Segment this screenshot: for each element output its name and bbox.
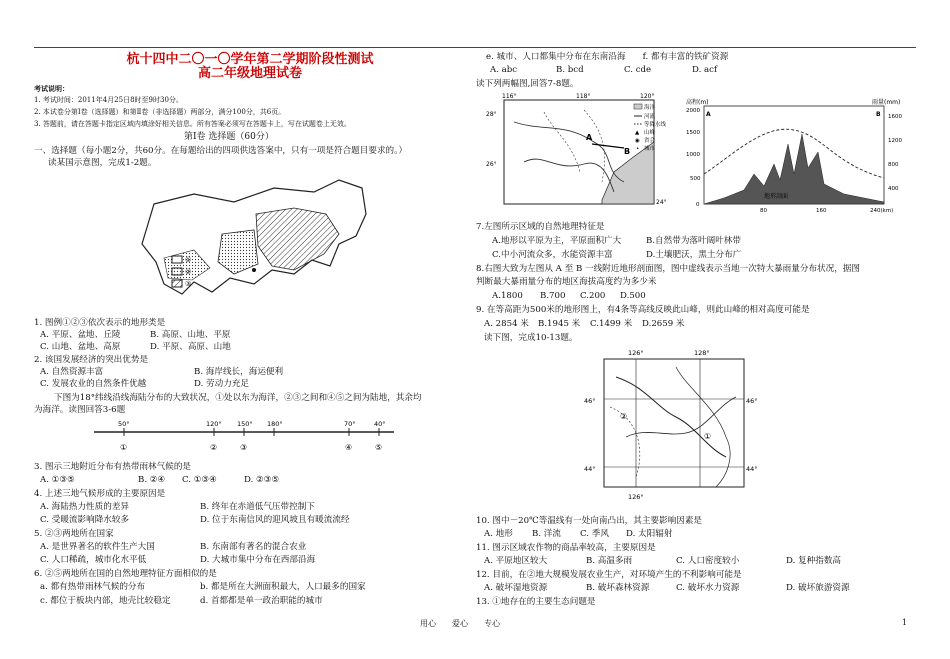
option: C. 季风 [580, 529, 609, 539]
tick-label: 150° [237, 420, 253, 428]
option: B. 高原、山地、平原 [150, 330, 231, 340]
question-stem: 4. 上述三地气候形成的主要原因是 [34, 489, 166, 499]
option: A. abc [490, 65, 518, 75]
map-label: 46° [746, 397, 758, 405]
tick-label: 120° [206, 420, 222, 428]
option: C.中小河流众多，水能资源丰富 [492, 250, 613, 260]
option: D.土壤肥沃，黑土分布广 [646, 250, 742, 260]
legend-label: ② [185, 268, 192, 276]
option: A. 海陆热力性质的差异 [40, 502, 130, 512]
option: A.地形以平原为主，平原面积广大 [492, 236, 622, 246]
option: D. 位于东南信风的迎风坡且有暖流流经 [200, 515, 350, 525]
option: B. 破坏森林资源 [586, 583, 650, 593]
section-title: 第Ⅰ卷 选择题（60分） [184, 132, 274, 142]
option: D. 复种指数高 [786, 556, 842, 566]
tick-label: 240(km) [870, 208, 894, 214]
axis-label: 高程(m) [686, 99, 709, 106]
axis-label: 雨量(mm) [872, 99, 901, 106]
option: A. 地形 [484, 529, 513, 539]
option: D.2659 米 [642, 319, 685, 329]
option: d. 首都都是单一政治职能的城市 [200, 596, 323, 606]
tick-label: 70° [344, 420, 356, 428]
legend-label: ① [185, 256, 192, 264]
profile-chart-figure [684, 94, 914, 214]
tick-label: 0 [696, 202, 700, 208]
legend-label: 城市 [644, 146, 656, 152]
option: B. ②④ [138, 475, 166, 485]
map-label: 44° [746, 465, 758, 473]
option: C.200 [580, 291, 606, 301]
svg-text:▲: ▲ [635, 130, 640, 136]
map-caption: 读某国示意图，完成1-2题。 [48, 158, 157, 168]
regional-map-figure [484, 92, 684, 210]
option: C.1499 米 [590, 319, 633, 329]
tick-label: 2000 [686, 108, 700, 114]
notes-heading: 考试说明： [34, 84, 69, 93]
question-stem: 10. 图中－20℃等温线有一处向南凸出，其主要影响因素是 [476, 516, 703, 526]
tick-label: 50° [118, 420, 130, 428]
figure-caption: 读下列两幅图,回答7-8题。 [476, 79, 579, 89]
header-rule [34, 47, 916, 48]
map-label: 116° [502, 93, 517, 100]
point-label: ② [210, 443, 218, 452]
footer-motto: 用心 爱心 专心 [420, 619, 500, 628]
tick-label: 180° [267, 420, 283, 428]
tick-label: 1200 [888, 138, 902, 144]
option: B.700 [540, 291, 566, 301]
legend-label: 海洋 [644, 105, 656, 111]
question-stem: 13. ①地存在的主要生态问题是 [476, 597, 596, 607]
chart-caption: 地形剖面 [764, 193, 789, 200]
tick-label: 400 [888, 186, 899, 192]
option: c. 都位于板块内部，地壳比较稳定 [40, 596, 171, 606]
map-label: B [624, 147, 631, 156]
point-label: ④ [345, 443, 353, 452]
question-stem: 判断最大暴雨量分布的地区海拔高度约为多少米 [476, 277, 657, 287]
tick-label: 80 [760, 208, 767, 214]
map-label: 24° [656, 199, 667, 206]
legend-label: 河流 [644, 114, 656, 120]
tick-label: 500 [690, 176, 701, 182]
question-stem: 3. 图示三地附近分布有热带雨林气候的是 [34, 462, 192, 472]
point-label: ① [120, 443, 128, 452]
tick-label: 1500 [686, 130, 700, 136]
map-label: 118° [576, 93, 591, 100]
northeast-map-figure [576, 347, 766, 505]
option: B. 终年在赤道低气压带控制下 [200, 502, 315, 512]
country-map-figure [134, 174, 374, 312]
option: A. 平原、盆地、丘陵 [40, 330, 121, 340]
option: A. 是世界著名的软件生产大国 [40, 542, 155, 552]
legend-label: 等降水线 [644, 122, 667, 128]
q6-extra-options: e. 城市、人口都集中分布在东南沿海 f. 都有丰富的铁矿资源 [486, 52, 729, 62]
legend-label: ③ [185, 280, 192, 288]
map-label: 120° [640, 93, 655, 100]
map-label: 26° [486, 161, 497, 168]
page-number: 1 [902, 618, 908, 627]
option: C. 人口密度较小 [676, 556, 740, 566]
question-stem: 11. 图示区域农作物的商品率较高，主要原因是 [476, 543, 656, 553]
option: B.1945 米 [538, 319, 581, 329]
option: C. 破坏水力资源 [676, 583, 740, 593]
option: D. 太阳辐射 [626, 529, 673, 539]
passage-text: 下图为18°纬线沿线海陆分布的大致状况，①处以东为海洋，②③之间和④⑤之间为陆地，其余均 [54, 393, 422, 403]
profile-label: A [706, 111, 711, 118]
figure-caption: 读下图，完成10-13题。 [484, 333, 578, 343]
option: b. 都是所在大洲面积最大，人口最多的国家 [200, 582, 366, 592]
option: D. 破坏旅游资源 [786, 583, 850, 593]
profile-label: B [876, 111, 881, 118]
legend-label: 山峰 [644, 130, 656, 136]
question-stem: 9. 在等高距为500米的地形图上，有4条等高线反映此山峰，则此山峰的相对高度可能是 [476, 305, 810, 315]
map-label: 126° [628, 349, 644, 357]
question-stem: 12. 目前，在②地大规模发展农业生产，对环境产生的不利影响可能是 [476, 570, 742, 580]
option: D.500 [620, 291, 646, 301]
map-label: ① [704, 432, 712, 441]
option: a. 都有热带雨林气候的分布 [40, 582, 146, 592]
question-stem: 2. 该国发展经济的突出优势是 [34, 355, 149, 365]
option: C. 人口稀疏，城市化水平低 [40, 555, 147, 565]
tick-label: 1600 [888, 114, 902, 120]
note-item: 3. 答题前，请在答题卡指定区域内填涂好相关信息。所有答案必须写在答题卡上，写在试题卷上无效。 [34, 120, 351, 128]
option: B. 海岸线长，海运便利 [194, 367, 284, 377]
tick-label: 1000 [686, 152, 700, 158]
option: C. 发展农业的自然条件优越 [40, 379, 147, 389]
map-label: 28° [486, 111, 497, 118]
map-label: 44° [584, 465, 596, 473]
tick-label: 800 [888, 162, 899, 168]
map-label: 128° [694, 349, 710, 357]
map-label: 46° [584, 397, 596, 405]
option: C. 山地、盆地、高原 [40, 342, 121, 352]
option: B. 高温多雨 [586, 556, 633, 566]
exam-title: 杭十四中二〇一〇学年第二学期阶段性测试 [126, 52, 374, 67]
legend-label: 省会 [644, 138, 656, 144]
option: C. cde [624, 65, 652, 75]
option: C. 受暖流影响降水较多 [40, 515, 130, 525]
map-label: 126° [628, 493, 644, 501]
question-stem: 8.右图大致为左图从 A 至 B 一线附近地形剖面图，图中虚线表示当地一次特大暴雨量分布状况，据图 [476, 264, 860, 274]
option: A. 破坏湿地资源 [484, 583, 548, 593]
point-label: ③ [240, 443, 248, 452]
option: A. 平原地区较大 [484, 556, 548, 566]
section-intro: 一、选择题（每小题2分，共60分。在每题给出的四项供选答案中，只有一项是符合题目要求的。） [34, 146, 408, 156]
option: B. 洋流 [532, 529, 561, 539]
option: A. 2854 米 [484, 319, 529, 329]
latitude-line-figure [94, 418, 414, 456]
option: A.1800 [492, 291, 523, 301]
tick-label: 40° [374, 420, 386, 428]
option: D. ②③⑤ [244, 475, 280, 485]
option: D. 大城市集中分布在西部沿海 [200, 555, 316, 565]
option: D. acf [692, 65, 718, 75]
option: A. 自然资源丰富 [40, 367, 104, 377]
point-label: ⑤ [375, 443, 383, 452]
note-item: 1. 考试时间：2011年4月25日8时至9时30分。 [34, 96, 183, 104]
svg-text:•: • [636, 146, 640, 152]
option: B. 东南部有著名的混合农业 [200, 542, 307, 552]
svg-text:◉: ◉ [635, 138, 640, 144]
option: A. ①③⑤ [40, 475, 75, 485]
option: C. ①③④ [182, 475, 217, 485]
question-stem: 1. 图例①②③依次表示的地形类是 [34, 318, 166, 328]
question-stem: 7.左图所示区域的自然地理特征是 [476, 222, 605, 232]
option: B.自然带为落叶阔叶林带 [646, 236, 741, 246]
note-item: 2. 本试卷分第Ⅰ卷（选择题）和第Ⅱ卷（非选择题）两部分，满分100分，共6页。 [34, 108, 286, 116]
map-label: A [586, 133, 593, 142]
option: D. 平原、高原、山地 [150, 342, 231, 352]
question-stem: 5. ②③两地所在国家 [34, 529, 114, 539]
passage-text: 为海洋。读图回答3-6题 [34, 405, 126, 415]
tick-label: 160 [816, 208, 827, 214]
question-stem: 6. ②⑤两地所在国的自然地理特征方面相似的是 [34, 569, 217, 579]
exam-subtitle: 高二年级地理试卷 [197, 66, 302, 81]
map-label: ② [620, 412, 628, 421]
option: D. 劳动力充足 [194, 379, 250, 389]
option: B. bcd [556, 65, 584, 75]
